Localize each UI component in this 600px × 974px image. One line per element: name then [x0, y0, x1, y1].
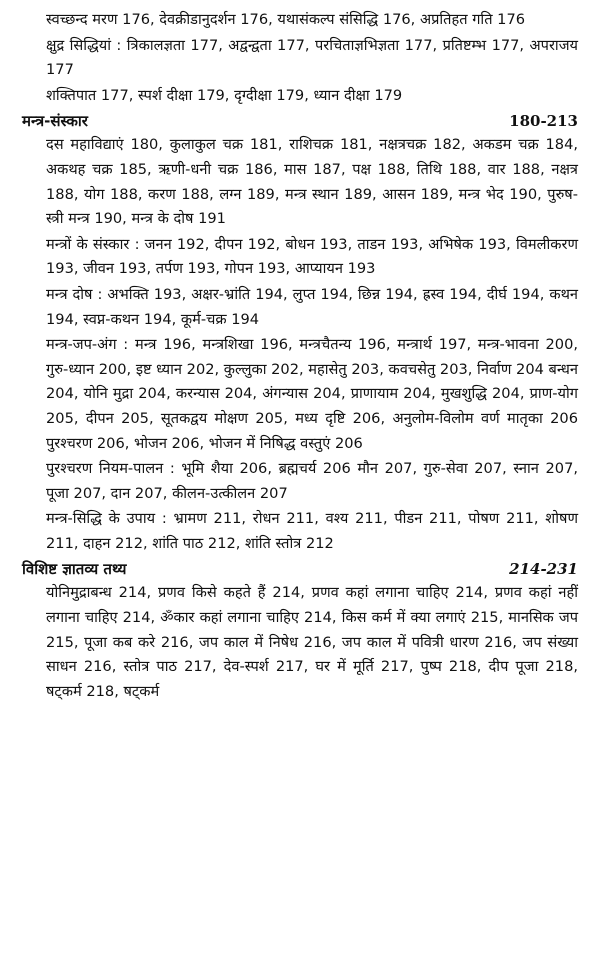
- entry-paragraph: मन्त्र-सिद्धि के उपाय : भ्रामण 211, रोधन 211, वश्य 211, पीडन 211, पोषण 211, शोषण 211, दाहन 212, शांति पाठ 212, शांति स्तोत्र 212: [46, 510, 578, 552]
- entry-paragraph: दस महाविद्याएं 180, कुलाकुल चक्र 181, राशिचक्र 181, नक्षत्रचक्र 182, अकडम चक्र 184, अकथह चक्र 185, ऋणी-धनी चक्र 186, मास 187, पक्ष 188, तिथि 188, वार 188, नक्षत्र 188, योग 188, करण 188, लग्न 189, मन्त्र स्थान 189, आसन 189, मन्त्र भेद 190, पुरुष-स्त्री मन्त्र 190, मन्त्र के दोष 191: [46, 136, 578, 228]
- entry-paragraph: योनिमुद्राबन्ध 214, प्रणव किसे कहते हैं 214, प्रणव कहां लगाना चाहिए 214, प्रणव कहां नहीं लगाना चाहिए 214, ॐकार कहां लगाना चाहिए 214, किस कर्म में क्या लगाएं 215, मानसिक जप 215, पूजा कब करे 216, जप काल में निषेध 216, जप काल में पवित्री धारण 216, जप संख्या साधन 216, स्तोत्र पाठ 217, देव-स्पर्श 217, घर में मूर्ति 217, पुष्प 218, दीप पूजा 218, षट्कर्म 218, षट्कर्म: [46, 584, 578, 700]
- entry-paragraph: मन्त्र दोष : अभक्ति 193, अक्षर-भ्रांति 194, लुप्त 194, छिन्न 194, ह्रस्व 194, दीर्घ 194, कथन 194, स्वप्न-कथन 194, कूर्म-चक्र 194: [46, 285, 578, 328]
- entry-paragraph: मन्त्रों के संस्कार : जनन 192, दीपन 192, बोधन 193, ताडन 193, अभिषेक 193, विमलीकरण 193, जीवन 193, तर्पण 193, गोपन 193, आप्यायन 193: [46, 235, 578, 278]
- entry-paragraph: स्वच्छन्द मरण 176, देवक्रीडानुदर्शन 176, यथासंकल्प संसिद्धि 176, अप्रतिहत गति 176: [46, 11, 526, 28]
- section-title: विशिष्ट ज्ञातव्य तथ्य: [22, 560, 127, 579]
- section-heading-mantra-sanskar: [22, 109, 578, 133]
- entry-paragraph: क्षुद्र सिद्धियां : त्रिकालज्ञता 177, अद्वन्द्वता 177, परचिताज्ञभिज्ञता 177, प्रतिष्टम्भ 177, अपराजय 177: [46, 36, 578, 79]
- section-page-range: 214-231: [509, 560, 578, 579]
- section-heading-vishisht-tathya: [22, 557, 578, 581]
- entry-paragraph: शक्तिपात 177, स्पर्श दीक्षा 179, दृग्दीक्षा 179, ध्यान दीक्षा 179: [46, 86, 403, 104]
- entry-paragraph: पुरश्चरण नियम-पालन : भूमि शैया 206, ब्रह्मचर्य 206 मौन 207, गुरु-सेवा 207, स्नान 207, पूजा 207, दान 207, कीलन-उत्कीलन 207: [46, 460, 578, 502]
- section-page-range: 180-213: [509, 112, 578, 131]
- entry-paragraph: मन्त्र-जप-अंग : मन्त्र 196, मन्त्रशिखा 196, मन्त्रचैतन्य 196, मन्त्रार्थ 197, मन्त्र-भावना 200, गुरु-ध्यान 200, इष्ट ध्यान 202, कुल्लुका 202, महासेतु 203, कवचसेतु 203, निर्वाण 204 बन्धन 204, योनि मुद्रा 204, करन्यास 204, अंगन्यास 204, प्राणायाम 204, मुखशुद्धि 204, प्राण-योग 205, दीपन 205, सूतकद्वय मोक्षण 205, मध्य दृष्टि 206, अनुलोम-विलोम वर्ण मातृका 206 पुरश्चरण 206, भोजन 206, भोजन में निषिद्ध वस्तुएं 206: [46, 336, 578, 452]
- section-title: मन्त्र-संस्कार: [22, 112, 88, 131]
